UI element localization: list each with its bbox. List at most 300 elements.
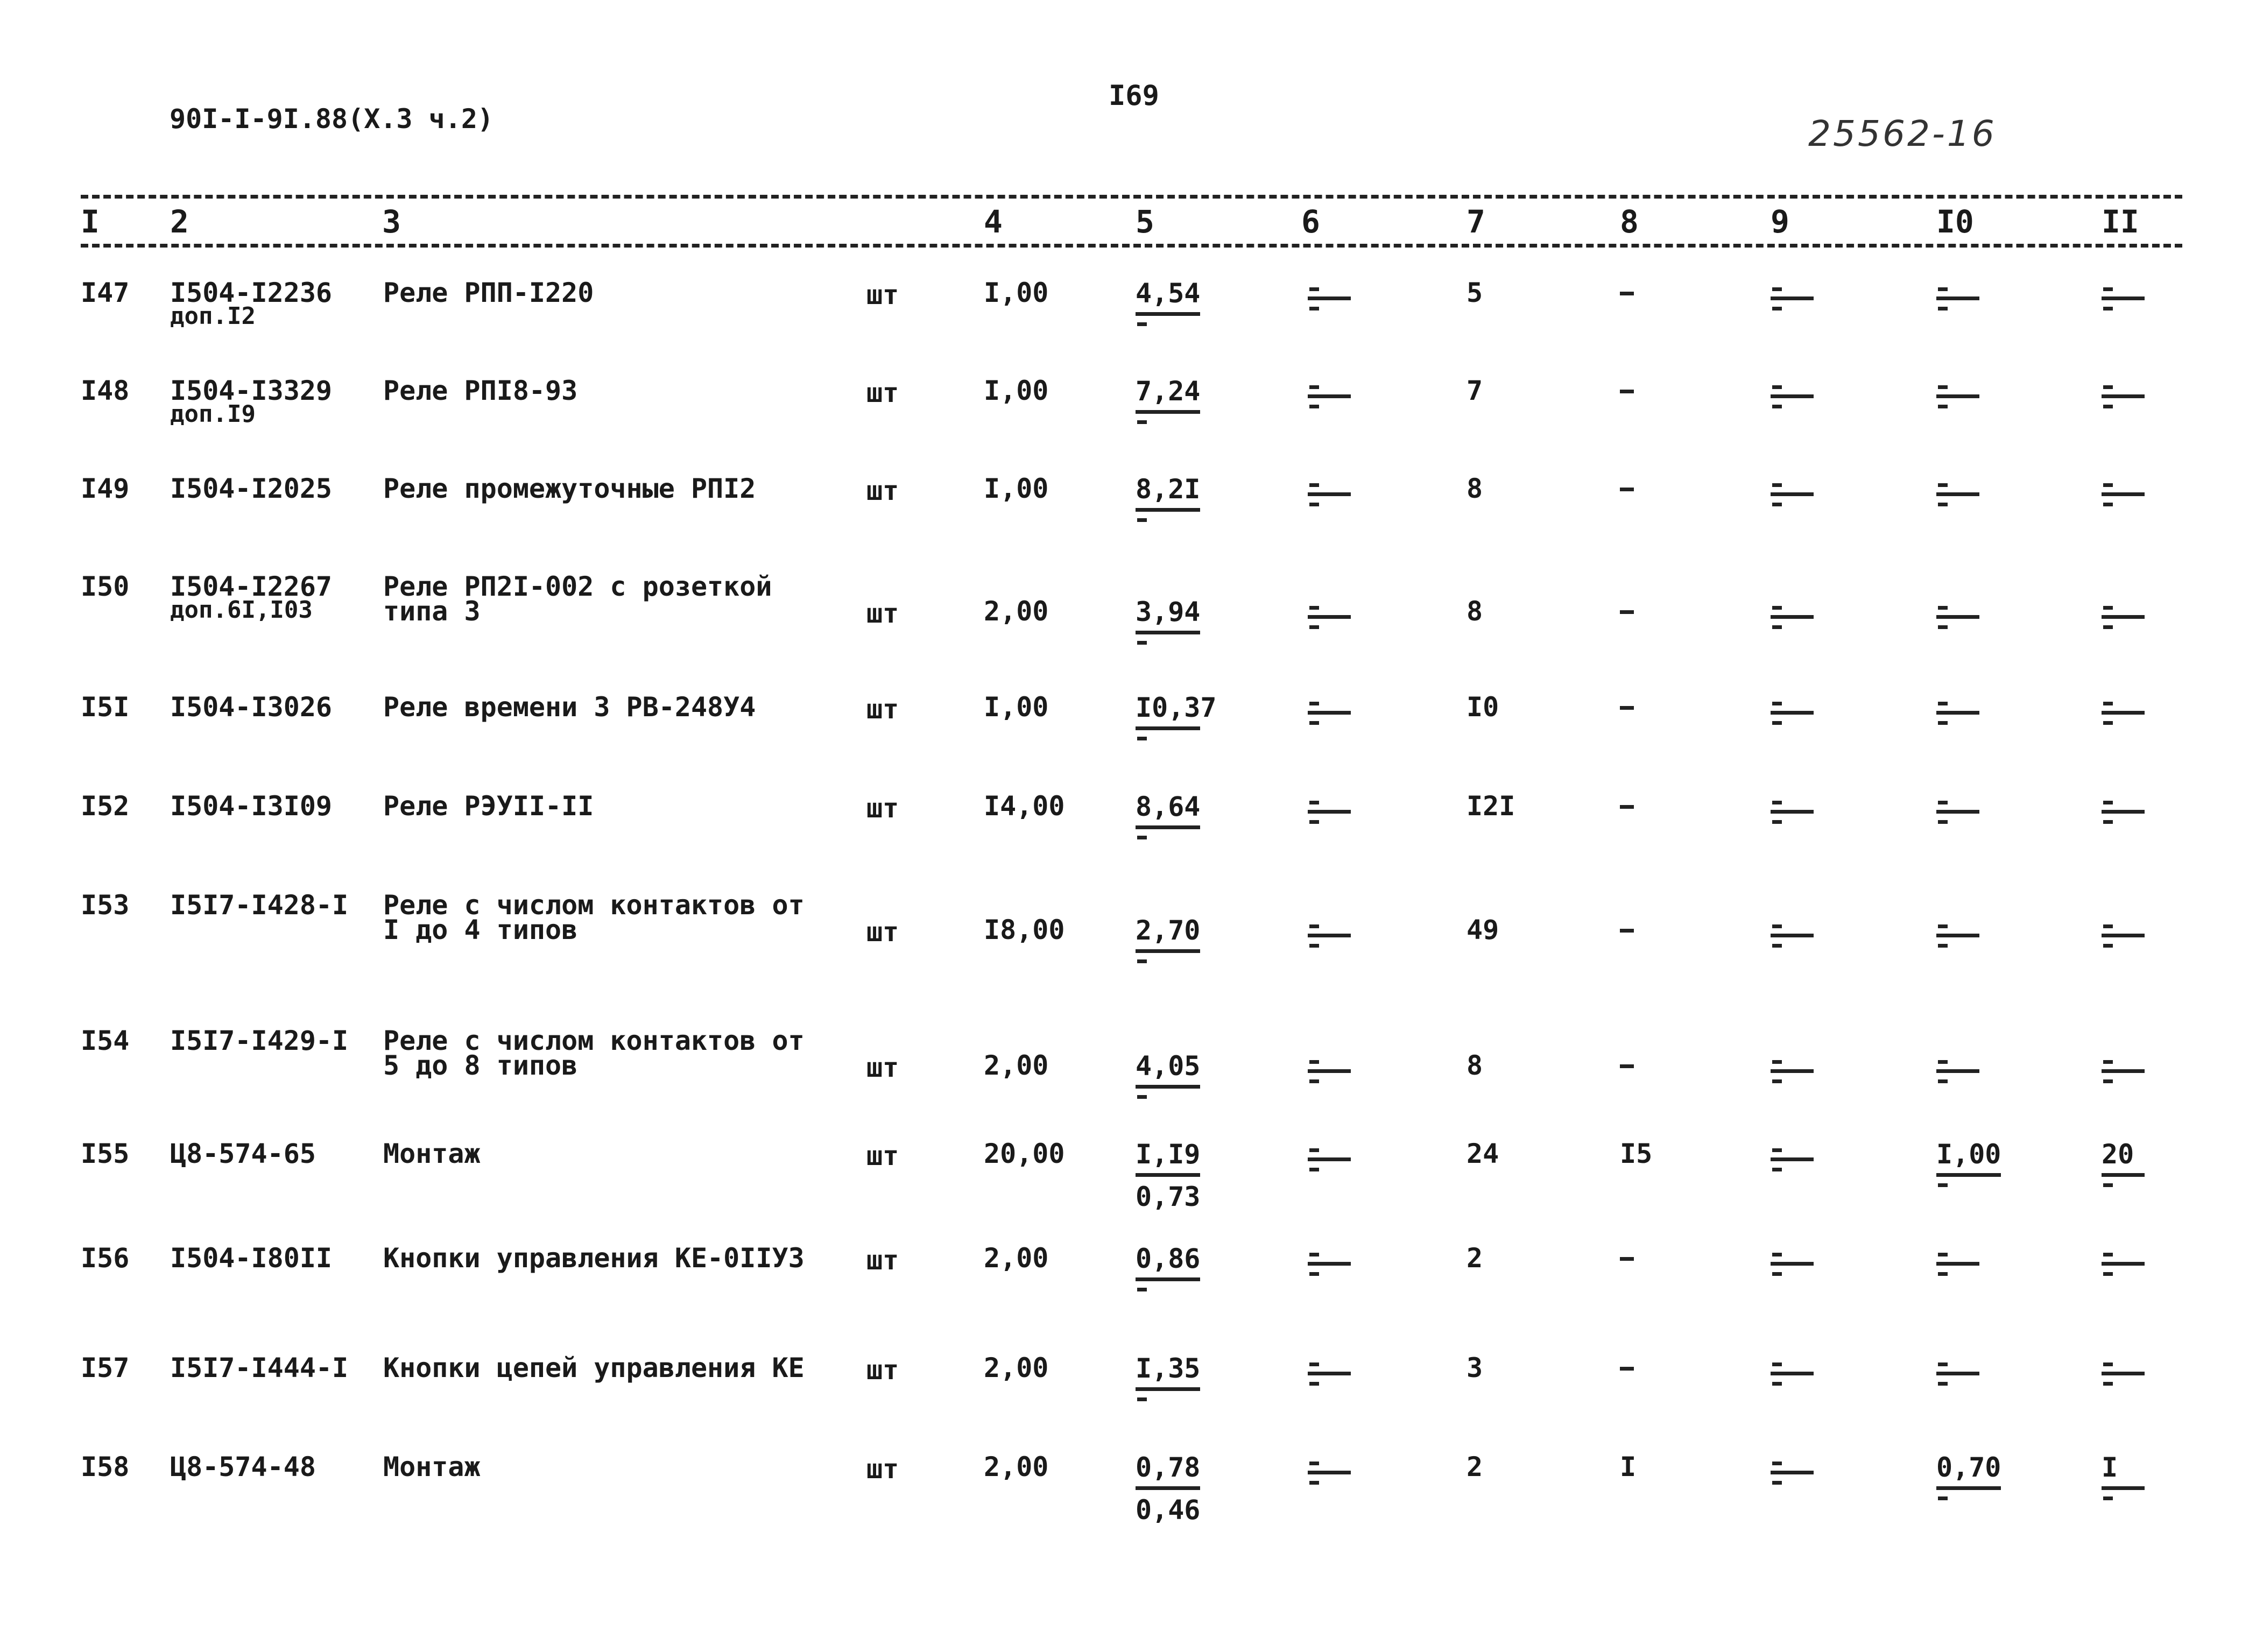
fraction-bar [1936,810,1979,814]
column-6-fraction [1308,1060,1388,1083]
unit-cost-fraction [1136,1452,1216,1526]
unit-cost-fraction [1136,917,1216,963]
unit: шт [866,916,899,948]
unit-cost-total: 8,64 [1136,791,1201,822]
column-11-fraction [2102,287,2182,310]
fraction-bar [1308,492,1351,496]
column-11-fraction [2102,924,2182,948]
item-name: Реле РЭУII-II [383,790,594,822]
column-10-fraction [1936,924,2017,948]
fraction-bar [1771,934,1814,937]
item-name-line-2: 5 до 8 типов [383,1050,578,1081]
column-9-fraction [1771,1253,1851,1276]
row-number: I56 [81,1242,130,1274]
column-6-dash-bottom [1309,405,1319,408]
price-code: I504-I2267 [170,571,333,602]
fraction-bar [1308,615,1351,619]
fraction-bar [1136,508,1200,512]
quantity: I,00 [984,691,1049,723]
unit-cost-fraction [1136,280,1216,326]
unit-cost-wages-dash [1137,518,1147,522]
column-10-dash-bottom [1938,1183,1948,1187]
column-10-dash-bottom [1938,1272,1948,1276]
column-11-fraction [2102,1141,2182,1187]
column-9-dash-top [1772,702,1782,705]
column-6-dash-bottom [1309,1079,1319,1083]
price-code: I504-I2236 [170,277,333,308]
unit-cost-fraction [1136,598,1216,645]
column-8-value: I5 [1620,1138,1653,1169]
fraction-bar [1936,1486,2001,1490]
fraction-bar [2102,711,2145,715]
column-9-fraction [1771,924,1851,948]
column-10-dash-bottom [1938,503,1948,506]
fraction-bar [2102,1173,2145,1177]
unit-cost-fraction [1136,1141,1216,1210]
quantity: I,00 [984,473,1049,504]
column-6-dash-top [1309,702,1319,705]
fraction-bar [1136,1387,1200,1391]
fraction-bar [1136,726,1200,730]
item-name: Кнопки управления КЕ-0IIУ3 [383,1242,805,1274]
item-name: Реле времени 3 РВ-248У4 [383,691,756,723]
column-9-fraction [1771,801,1851,824]
column-6-fraction [1308,1362,1388,1386]
fraction-bar [2102,296,2145,300]
column-header-1: I [81,203,100,240]
unit-cost-total: I,I9 [1136,1139,1201,1170]
page-number: I69 [1109,80,1159,112]
fraction-bar [1136,312,1200,316]
column-10-dash-bottom [1938,307,1948,310]
column-header-4: 4 [984,203,1003,240]
column-9-dash-top [1772,385,1782,389]
column-7-value: 24 [1467,1138,1499,1169]
column-11-dash-top [2103,606,2113,610]
row-number: I55 [81,1138,130,1169]
fraction-bar [1771,1471,1814,1474]
column-11-fraction [2102,1362,2182,1386]
column-9-dash-top [1772,801,1782,804]
unit-cost-total: 0,78 [1136,1452,1201,1483]
item-name: Монтаж [383,1138,481,1169]
column-6-fraction [1308,1253,1388,1276]
column-9-fraction [1771,1060,1851,1083]
column-6-dash-top [1309,287,1319,291]
fraction-bar [2102,1069,2145,1073]
column-8-dash [1620,1367,1634,1371]
column-10-fraction [1936,483,2017,506]
fraction-bar [1771,810,1814,814]
fraction-bar [1936,1262,1979,1266]
column-6-fraction [1308,702,1388,725]
column-9-dash-top [1772,1253,1782,1256]
column-6-fraction [1308,483,1388,506]
column-10-dash-top [1938,801,1948,804]
unit-cost-total: 3,94 [1136,596,1201,627]
column-8-dash [1620,929,1634,933]
price-code: I504-I80II [170,1242,333,1274]
column-11-dash-bottom [2103,721,2113,725]
column-header-9: 9 [1771,203,1789,240]
fraction-bar [1136,631,1200,634]
column-9-dash-top [1772,1148,1782,1152]
price-code-supplement: доп.I2 [170,302,256,330]
unit-cost-wages-dash [1137,1397,1147,1401]
unit-cost-total: 4,54 [1136,278,1201,309]
document-code: 90I-I-9I.88(X.3 ч.2) [170,103,494,135]
column-9-dash-bottom [1772,307,1782,310]
column-10-dash-bottom [1938,405,1948,408]
unit-cost-wages-dash [1137,1095,1147,1099]
price-code: I5I7-I429-I [170,1025,349,1056]
item-name: Монтаж [383,1451,481,1482]
column-10-fraction [1936,287,2017,310]
column-9-fraction [1771,1462,1851,1485]
unit: шт [866,1453,899,1485]
column-10-dash-top [1938,483,1948,487]
column-10-fraction [1936,1060,2017,1083]
price-code-supplement: доп.I9 [170,400,256,428]
fraction-bar [1936,1372,1979,1375]
column-9-fraction [1771,385,1851,408]
column-7-value: 8 [1467,1050,1483,1081]
column-8-dash [1620,1257,1634,1261]
column-11-dash-bottom [2103,1079,2113,1083]
quantity: I8,00 [984,914,1065,945]
row-number: I52 [81,790,130,822]
fraction-bar [1771,1157,1814,1161]
column-9-dash-bottom [1772,503,1782,506]
unit-cost-total: 0,86 [1136,1243,1201,1274]
table-header-bottom-rule [81,244,2182,248]
fraction-bar [1771,1069,1814,1073]
item-name: Реле промежуточные РПI2 [383,473,756,504]
item-name: Реле с числом контактов от [383,1025,805,1056]
column-6-fraction [1308,606,1388,629]
unit-cost-total: 8,2I [1136,474,1201,505]
unit: шт [866,475,899,506]
unit: шт [866,1052,899,1083]
fraction-bar [1771,615,1814,619]
column-9-dash-top [1772,1362,1782,1366]
column-7-value: I2I [1467,790,1515,822]
column-10-dash-top [1938,385,1948,389]
column-9-dash-bottom [1772,1272,1782,1276]
quantity: 20,00 [984,1138,1065,1169]
column-9-dash-top [1772,483,1782,487]
price-code: I504-I3026 [170,691,333,723]
column-header-8: 8 [1620,203,1639,240]
column-10-dash-top [1938,702,1948,705]
column-11-dash-bottom [2103,503,2113,506]
unit: шт [866,793,899,824]
row-number: I48 [81,375,130,406]
fraction-bar [2102,1486,2145,1490]
fraction-bar [1136,825,1200,829]
row-number: I54 [81,1025,130,1056]
column-6-dash-bottom [1309,1481,1319,1485]
unit-cost-wages-dash [1137,1288,1147,1291]
fraction-bar [1936,1173,2001,1177]
unit-cost-wages: 0,73 [1136,1181,1201,1212]
unit-cost-fraction [1136,476,1216,522]
unit-cost-wages-dash [1137,420,1147,424]
column-8-dash [1620,292,1634,295]
quantity: I4,00 [984,790,1065,822]
fraction-bar [1936,615,1979,619]
quantity: 2,00 [984,596,1049,627]
column-7-value: 8 [1467,596,1483,627]
column-6-fraction [1308,1462,1388,1485]
column-10-dash-top [1938,606,1948,610]
column-6-dash-top [1309,1362,1319,1366]
column-header-11: II [2102,203,2139,240]
column-10-fraction [1936,702,2017,725]
column-11-dash-bottom [2103,944,2113,948]
column-header-2: 2 [170,203,189,240]
unit-cost-wages-dash [1137,836,1147,839]
price-code: Ц8-574-65 [170,1138,316,1169]
column-6-dash-top [1309,924,1319,928]
row-number: I49 [81,473,130,504]
column-11-dash-bottom [2103,307,2113,310]
column-8-dash [1620,706,1634,710]
column-11-dash-bottom [2103,625,2113,629]
column-7-value: 5 [1467,277,1483,308]
item-name: Кнопки цепей управления КЕ [383,1352,805,1383]
fraction-bar [1936,711,1979,715]
column-7-value: 2 [1467,1242,1483,1274]
fraction-bar [1308,934,1351,937]
fraction-bar [2102,492,2145,496]
price-code-supplement: доп.6I,I03 [170,596,313,624]
unit: шт [866,279,899,310]
column-6-dash-bottom [1309,307,1319,310]
column-10-fraction [1936,1454,2017,1500]
column-11-dash-bottom [2103,405,2113,408]
fraction-bar [1936,492,1979,496]
column-10-fraction [1936,606,2017,629]
fraction-bar [1771,394,1814,398]
fraction-bar [1308,1262,1351,1266]
column-6-dash-bottom [1309,1168,1319,1171]
column-6-dash-top [1309,483,1319,487]
column-6-dash-bottom [1309,1382,1319,1386]
fraction-bar [2102,810,2145,814]
column-10-value: 0,70 [1936,1452,2001,1483]
unit-cost-wages-dash [1137,959,1147,963]
column-11-dash-bottom [2103,1496,2113,1500]
column-6-fraction [1308,924,1388,948]
unit-cost-wages-dash [1137,322,1147,326]
row-number: I5I [81,691,130,723]
column-6-dash-bottom [1309,1272,1319,1276]
column-9-fraction [1771,1148,1851,1171]
column-11-dash-bottom [2103,820,2113,824]
column-11-dash-top [2103,385,2113,389]
quantity: 2,00 [984,1352,1049,1383]
column-10-fraction [1936,1362,2017,1386]
fraction-bar [2102,394,2145,398]
column-10-dash-top [1938,1060,1948,1064]
column-9-dash-bottom [1772,1168,1782,1171]
item-name: Реле РП2I-002 с розеткой [383,571,772,602]
fraction-bar [1771,492,1814,496]
column-header-5: 5 [1136,203,1154,240]
column-10-dash-bottom [1938,1382,1948,1386]
column-10-fraction [1936,1141,2017,1187]
price-code: I504-I3329 [170,375,333,406]
column-7-value: 8 [1467,473,1483,504]
column-8-dash [1620,805,1634,809]
column-11-dash-top [2103,801,2113,804]
quantity: I,00 [984,277,1049,308]
column-9-fraction [1771,606,1851,629]
column-7-value: 3 [1467,1352,1483,1383]
fraction-bar [1308,296,1351,300]
unit: шт [866,1245,899,1276]
column-8-dash [1620,610,1634,614]
column-header-7: 7 [1467,203,1485,240]
column-11-dash-bottom [2103,1272,2113,1276]
unit: шт [866,1354,899,1386]
column-10-dash-bottom [1938,820,1948,824]
unit-cost-wages: 0,46 [1136,1494,1201,1526]
price-code: I504-I3I09 [170,790,333,822]
fraction-bar [1936,934,1979,937]
column-8-value: I [1620,1451,1637,1482]
column-11-fraction [2102,1454,2182,1500]
unit-cost-total: 2,70 [1136,915,1201,946]
fraction-bar [1136,949,1200,953]
row-number: I57 [81,1352,130,1383]
column-6-dash-bottom [1309,625,1319,629]
column-7-value: I0 [1467,691,1499,723]
fraction-bar [1771,296,1814,300]
unit-cost-total: I,35 [1136,1353,1201,1384]
column-10-dash-top [1938,1253,1948,1256]
row-number: I50 [81,571,130,602]
price-code: I5I7-I428-I [170,889,349,921]
quantity: 2,00 [984,1451,1049,1482]
unit: шт [866,598,899,629]
column-9-fraction [1771,702,1851,725]
price-code: Ц8-574-48 [170,1451,316,1482]
unit-cost-total: 7,24 [1136,376,1201,407]
column-11-dash-top [2103,1060,2113,1064]
column-9-dash-bottom [1772,625,1782,629]
column-9-dash-top [1772,1060,1782,1064]
column-7-value: 7 [1467,375,1483,406]
fraction-bar [1136,1085,1200,1089]
unit-cost-wages-dash [1137,737,1147,740]
fraction-bar [1308,1069,1351,1073]
fraction-bar [2102,1262,2145,1266]
price-code: I504-I2025 [170,473,333,504]
fraction-bar [1136,1486,1200,1490]
fraction-bar [1308,1471,1351,1474]
fraction-bar [1308,810,1351,814]
column-6-fraction [1308,385,1388,408]
column-6-fraction [1308,1148,1388,1171]
fraction-bar [1308,711,1351,715]
column-10-dash-bottom [1938,721,1948,725]
column-11-dash-top [2103,702,2113,705]
column-10-fraction [1936,801,2017,824]
row-number: I58 [81,1451,130,1482]
column-9-dash-bottom [1772,944,1782,948]
column-9-fraction [1771,483,1851,506]
column-10-dash-bottom [1938,1079,1948,1083]
column-11-fraction [2102,1060,2182,1083]
column-header-3: 3 [382,203,401,240]
column-6-dash-top [1309,606,1319,610]
item-name: Реле с числом контактов от [383,889,805,921]
fraction-bar [1136,410,1200,414]
column-11-dash-top [2103,287,2113,291]
archive-number: 25562-16 [1808,113,1997,154]
unit-cost-fraction [1136,1355,1216,1401]
unit-cost-fraction [1136,793,1216,839]
column-10-fraction [1936,1253,2017,1276]
fraction-bar [1936,394,1979,398]
column-9-dash-bottom [1772,1382,1782,1386]
column-header-6: 6 [1301,203,1320,240]
row-number: I53 [81,889,130,921]
unit-cost-total: I0,37 [1136,692,1217,723]
table-header-top-rule [81,195,2182,199]
column-11-fraction [2102,385,2182,408]
fraction-bar [2102,1372,2145,1375]
column-11-dash-top [2103,924,2113,928]
row-number: I47 [81,277,130,308]
column-6-dash-bottom [1309,503,1319,506]
column-8-dash [1620,390,1634,393]
column-10-fraction [1936,385,2017,408]
column-11-dash-top [2103,1362,2113,1366]
column-11-fraction [2102,702,2182,725]
item-name-line-2: I до 4 типов [383,914,578,945]
column-6-dash-bottom [1309,944,1319,948]
column-9-dash-bottom [1772,721,1782,725]
column-11-dash-bottom [2103,1382,2113,1386]
column-6-dash-bottom [1309,721,1319,725]
fraction-bar [1771,711,1814,715]
column-6-fraction [1308,801,1388,824]
column-11-dash-bottom [2103,1183,2113,1187]
column-9-dash-top [1772,606,1782,610]
fraction-bar [1308,1157,1351,1161]
column-9-dash-top [1772,924,1782,928]
fraction-bar [1308,394,1351,398]
column-8-dash [1620,488,1634,491]
column-9-dash-bottom [1772,820,1782,824]
column-11-fraction [2102,801,2182,824]
column-10-dash-bottom [1938,625,1948,629]
column-11-value: I [2102,1452,2118,1483]
fraction-bar [1936,1069,1979,1073]
unit-cost-fraction [1136,694,1216,740]
unit: шт [866,377,899,408]
column-7-value: 49 [1467,914,1499,945]
quantity: 2,00 [984,1050,1049,1081]
column-10-dash-top [1938,287,1948,291]
column-header-10: I0 [1936,203,1974,240]
column-6-fraction [1308,287,1388,310]
column-11-fraction [2102,606,2182,629]
quantity: 2,00 [984,1242,1049,1274]
